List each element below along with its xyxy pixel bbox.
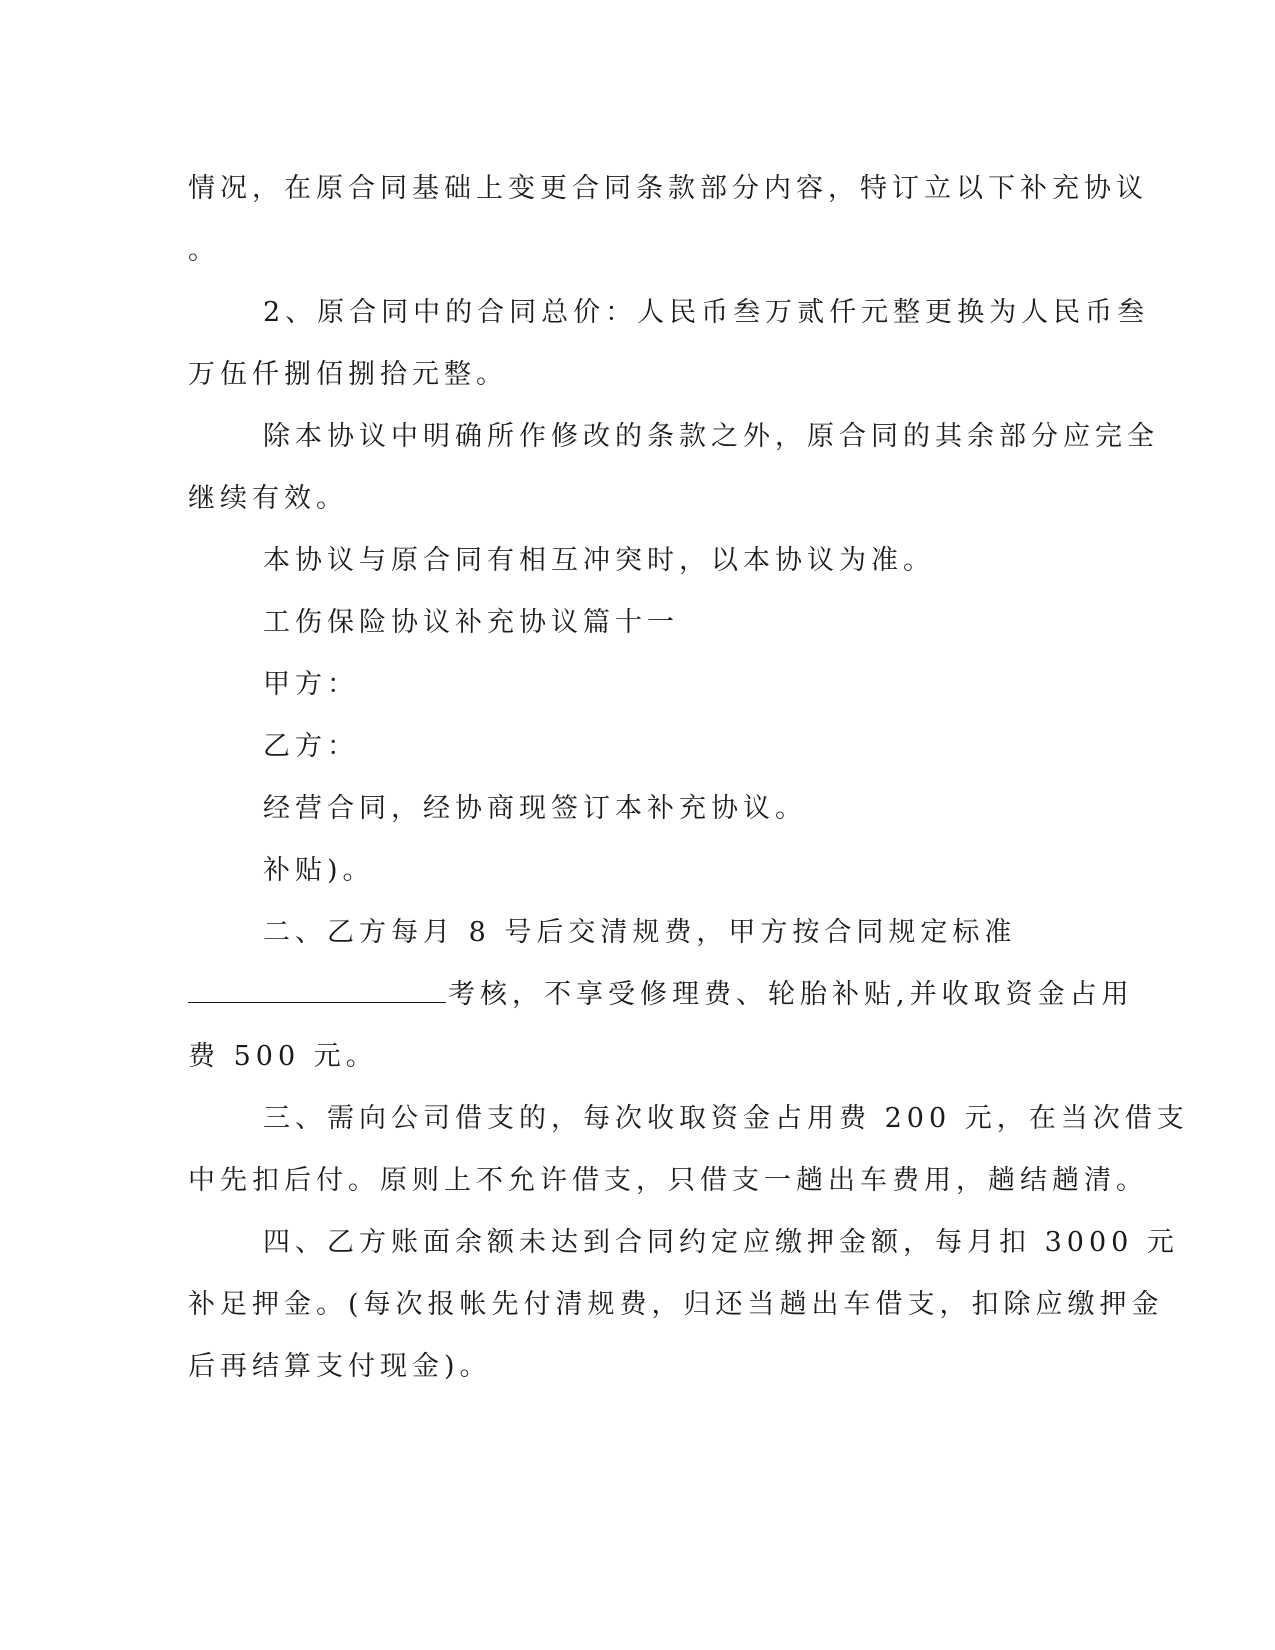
text-line: 2、原合同中的合同总价：人民币叁万贰仟元整更换为人民币叁 [263,297,1150,328]
text-line: 继续有效。 [188,483,348,514]
party-b-label: 乙方： [263,731,359,762]
text-line: 情况，在原合同基础上变更合同条款部分内容，特订立以下补充协议 [188,173,1148,204]
text-line: 补足押金。(每次报帐先付清规费，归还当趟出车借支，扣除应缴押金 [188,1289,1164,1320]
text-line-with-blank [188,964,1134,1026]
text-line: 三、需向公司借支的，每次收取资金占用费 200 元，在当次借支 [263,1103,1189,1134]
text-line: 后再结算支付现金)。 [188,1351,492,1382]
text-line: 。 [188,235,220,266]
text-line: 四、乙方账面余额未达到合同约定应缴押金额，每月扣 3000 元 [263,1227,1179,1258]
text-line: 本协议与原合同有相互冲突时，以本协议为准。 [263,545,935,576]
text-line: 费 500 元。 [188,1041,378,1072]
document-body [188,158,1189,1398]
text-line: 补贴)。 [263,855,375,886]
text-line: 除本协议中明确所作修改的条款之外，原合同的其余部分应完全 [263,421,1159,452]
party-a-label: 甲方： [263,669,359,700]
text-line: 万伍仟捌佰捌拾元整。 [188,359,508,390]
text-line: 二、乙方每月 8 号后交清规费，甲方按合同规定标准 [263,917,1017,948]
section-heading: 工伤保险协议补充协议篇十一 [263,607,679,638]
text-line: 经营合同，经协商现签订本补充协议。 [263,793,807,824]
text-line: 中先扣后付。原则上不允许借支，只借支一趟出车费用，趟结趟清。 [188,1165,1148,1196]
text-segment: 考核，不享受修理费、轮胎补贴,并收取资金占用 [448,979,1134,1010]
fill-in-blank [188,980,446,1003]
